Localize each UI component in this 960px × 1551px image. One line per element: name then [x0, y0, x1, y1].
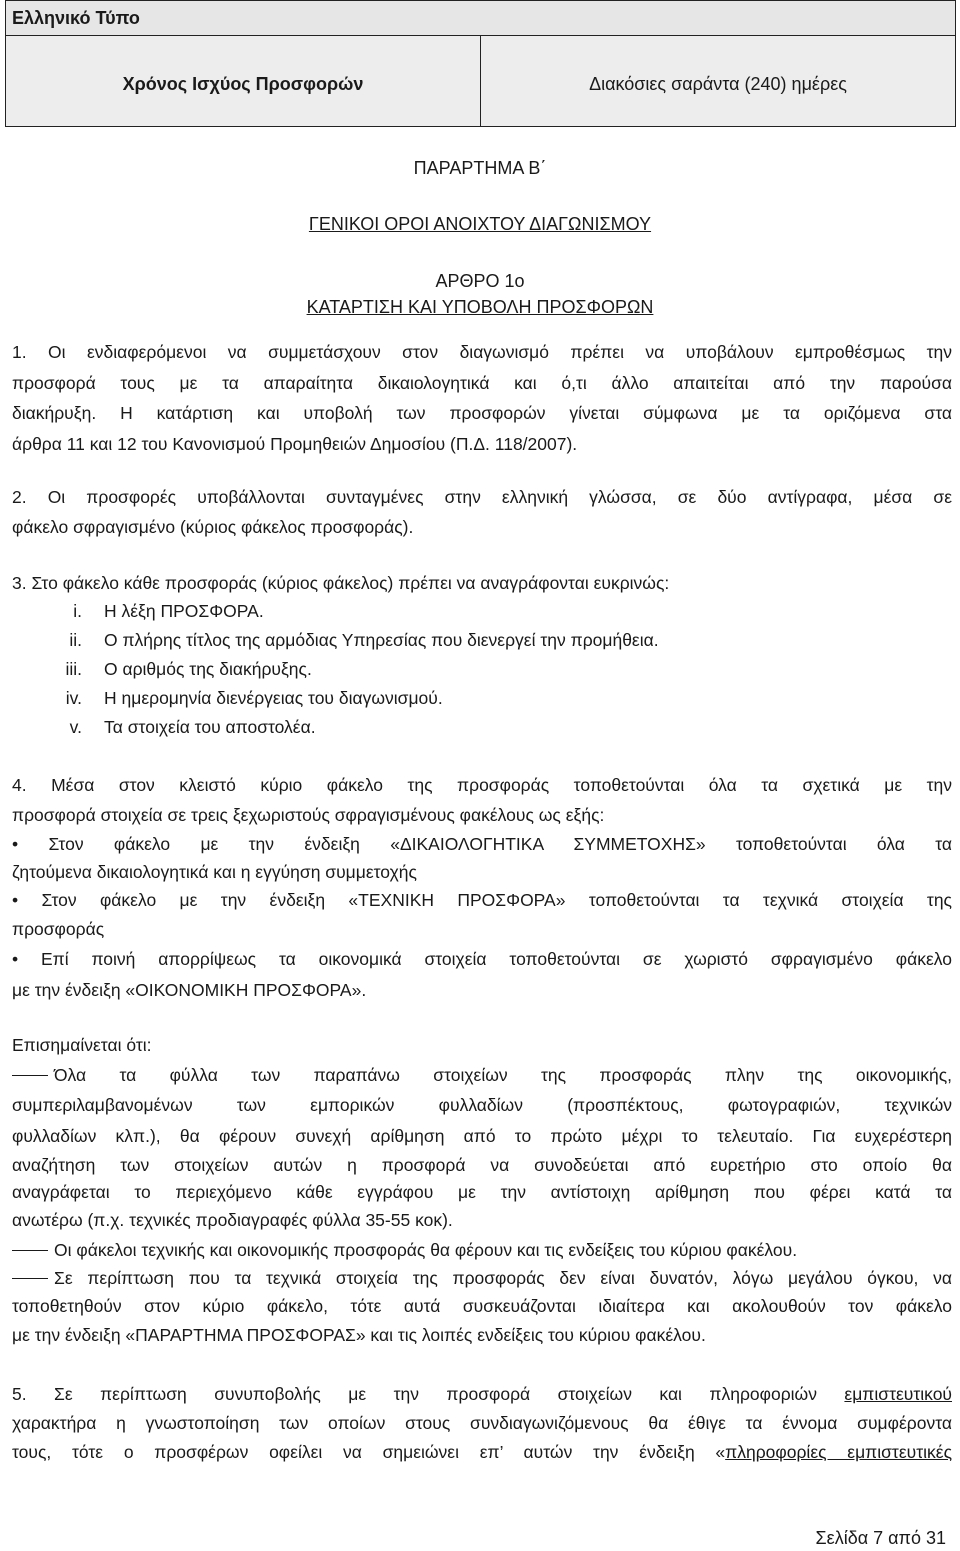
validity-label: Χρόνος Ισχύος Προσφορών [122, 73, 364, 94]
notes-line: με την ένδειξη «ΠΑΡΑΡΤΗΜΑ ΠΡΟΣΦΟΡΑΣ» και τις λοιπές ενδείξεις του κύριου φακέλου. [12, 1325, 706, 1345]
list-item: Η ημερομηνία διενέργειας του διαγωνισμού. [104, 688, 443, 708]
list-number: i. [73, 601, 82, 621]
p4-bullet-line: • Επί ποινή απορρίψεως τα οικονομικά στοιχεία τοποθετούνται σε χωριστό σφραγισμένο φάκελο [12, 949, 952, 969]
notes-text: Οι φάκελοι τεχνικής και οικονομικής προσφοράς θα φέρουν και τις ενδείξεις του κύριου φακέλου. [54, 1240, 798, 1260]
header-row-type: Ελληνικό Τύπο [6, 1, 956, 36]
em-dash-mark [12, 1250, 48, 1252]
p4-line: προσφοράς [12, 919, 105, 939]
page-number: Σελίδα 7 από 31 [815, 1528, 946, 1548]
validity-value: Διακόσιες σαράντα (240) ημέρες [589, 73, 847, 94]
general-terms-title: ΓΕΝΙΚΟΙ ΟΡΟΙ ΑΝΟΙΧΤΟΥ ΔΙΑΓΩΝΙΣΜΟΥ [308, 214, 652, 234]
p4-bullet-line: • Στον φάκελο με την ένδειξη «ΤΕΧΝΙΚΗ ΠΡΟΣΦΟΡΑ» τοποθετούνται τα τεχνικά στοιχεία της [12, 890, 952, 910]
header-table [5, 0, 956, 127]
p4-line: ζητούμενα δικαιολογητικά και η εγγύηση συμμετοχής [12, 862, 417, 882]
p5-text: τους, τότε ο προσφέρων οφείλει να σημειώνει επ’ αυτών την ένδειξη « [12, 1442, 726, 1462]
validity-value-cell [481, 36, 956, 127]
em-dash-mark [12, 1075, 48, 1077]
notes-line [12, 1065, 952, 1085]
article-subtitle: ΚΑΤΑΡΤΙΣΗ ΚΑΙ ΥΠΟΒΟΛΗ ΠΡΟΣΦΟΡΩΝ [306, 297, 654, 317]
p5-underlined: εμπιστευτικού [844, 1384, 952, 1404]
notes-line [12, 1268, 952, 1288]
p4-bullet-line: • Στον φάκελο με την ένδειξη «ΔΙΚΑΙΟΛΟΓΗΤΙΚΑ ΣΥΜΜΕΤΟΧΗΣ» τοποθετούνται όλα τα [12, 834, 952, 854]
notes-line: ανωτέρω (π.χ. τεχνικές προδιαγραφές φύλλα 35-55 κοκ). [12, 1210, 453, 1230]
list-item: Ο αριθμός της διακήρυξης. [104, 659, 312, 679]
p5-underlined: πληροφορίες εμπιστευτικές [725, 1442, 952, 1462]
p4-line: 4. Μέσα στον κλειστό κύριο φάκελο της προσφοράς τοποθετούνται όλα τα σχετικά με την [12, 775, 952, 795]
p5-line [12, 1384, 952, 1404]
notes-line: αναγράφεται το περιεχόμενο κάθε εγγράφου με την αντίστοιχη αρίθμηση που φέρει κατά τα [12, 1182, 952, 1202]
p1-line: άρθρα 11 και 12 του Κανονισμού Προμηθειών Δημοσίου (Π.Δ. 118/2007). [12, 434, 578, 454]
em-dash-mark [12, 1278, 48, 1280]
list-number: iv. [65, 688, 82, 708]
list-item: Η λέξη ΠΡΟΣΦΟΡΑ. [104, 601, 264, 621]
p5-line: χαρακτήρα η γνωστοποίηση των οποίων στους συνδιαγωνιζόμενους θα έθιγε τα έννομα συμφέροντα [12, 1413, 952, 1433]
p5-text: 5. Σε περίπτωση συνυποβολής με την προσφορά στοιχείων και πληροφοριών [12, 1384, 845, 1404]
p1-line: διακήρυξη. Η κατάρτιση και υποβολή των προσφορών γίνεται σύμφωνα με τα οριζόμενα στα [12, 403, 952, 423]
list-number: iii. [65, 659, 82, 679]
list-number: v. [69, 717, 82, 737]
p5-line [12, 1442, 952, 1462]
list-item: Ο πλήρης τίτλος της αρμόδιας Υπηρεσίας που διενεργεί την προμήθεια. [104, 630, 659, 650]
p2-line: φάκελο σφραγισμένο (κύριος φάκελος προσφοράς). [12, 517, 414, 537]
list-number: ii. [69, 630, 82, 650]
article-title: ΑΡΘΡΟ 1ο [435, 271, 525, 291]
notes-text: Σε περίπτωση που τα τεχνικά στοιχεία της προσφοράς δεν είναι δυνατόν, λόγω μεγάλου όγκου, να [54, 1268, 952, 1288]
notes-line: αναζήτηση των στοιχείων αυτών η προσφορά να συνοδεύεται από ευρετήριο στο οποίο θα [12, 1155, 952, 1175]
p4-line: προσφορά στοιχεία σε τρεις ξεχωριστούς σφραγισμένους φακέλους ως εξής: [12, 805, 605, 825]
annex-title: ΠΑΡΑΡΤΗΜΑ Β΄ [413, 158, 547, 178]
p3-intro: 3. Στο φάκελο κάθε προσφοράς (κύριος φάκελος) πρέπει να αναγράφονται ευκρινώς: [12, 573, 670, 593]
notes-line [12, 1240, 952, 1260]
p1-line: προσφορά τους με τα απαραίτητα δικαιολογητικά και ό,τι άλλο απαιτείται από την παρούσα [12, 373, 952, 393]
notes-line: τοποθετηθούν στον κύριο φάκελο, τότε αυτά συσκευάζονται ιδιαίτερα και ακολουθούν τον φάκελο [12, 1296, 952, 1316]
notes-line: φυλλαδίων κλπ.), θα φέρουν συνεχή αρίθμηση από το πρώτο μέχρι το τελευταίο. Για ευχερέστερη [12, 1126, 952, 1146]
p2-line: 2. Οι προσφορές υποβάλλονται συνταγμένες στην ελληνική γλώσσα, σε δύο αντίγραφα, μέσα σε [12, 487, 952, 507]
notes-text: Όλα τα φύλλα των παραπάνω στοιχείων της προσφοράς πλην της οικονομικής, [54, 1065, 952, 1085]
p4-line: με την ένδειξη «ΟΙΚΟΝΟΜΙΚΗ ΠΡΟΣΦΟΡΑ». [12, 980, 367, 1000]
notes-intro: Επισημαίνεται ότι: [12, 1035, 152, 1055]
list-item: Τα στοιχεία του αποστολέα. [104, 717, 316, 737]
validity-label-cell [6, 36, 481, 127]
notes-line: συμπεριλαμβανομένων των εμπορικών φυλλαδίων (προσπέκτους, φωτογραφιών, τεχνικών [12, 1095, 952, 1115]
p1-line: 1. Οι ενδιαφερόμενοι να συμμετάσχουν στον διαγωνισμό πρέπει να υποβάλουν εμπροθέσμως την [12, 342, 952, 362]
